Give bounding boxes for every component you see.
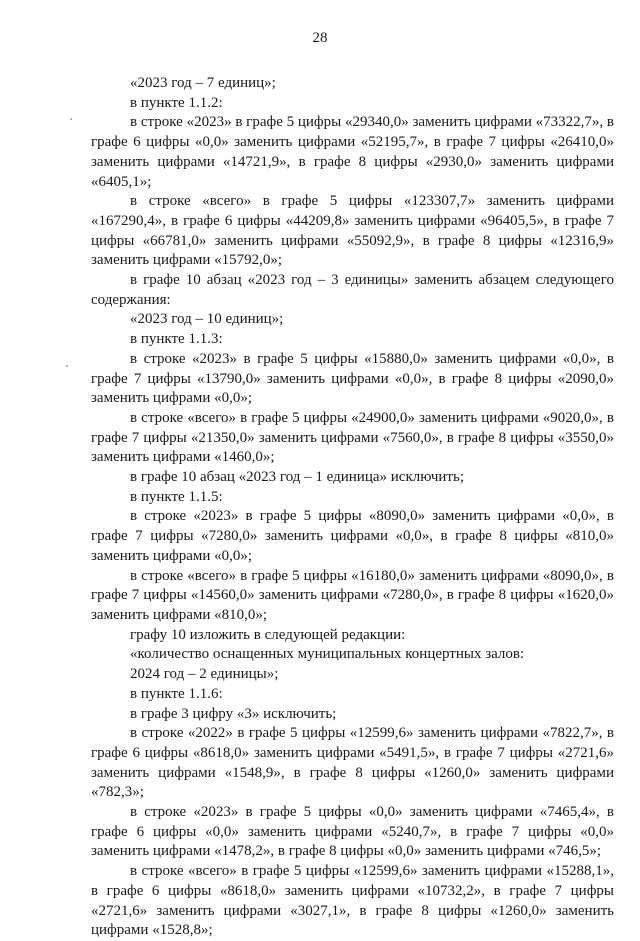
paragraph: «количество оснащенных муниципальных концертных залов: xyxy=(130,646,525,663)
paragraph: в строке «всего» в графе 5 цифры «12599,6» заменить цифрами «15288,1», в графе 6 цифры «8618,0» заменить цифрами «10732,2», в графе 7 цифры «2721,6» заменить цифрами «3027,1», в графе 8 цифры «1260,0» заменить цифрами «1528,8»; xyxy=(91,863,614,939)
paragraph: в пункте 1.1.6: xyxy=(130,685,223,702)
paragraph: в пункте 1.1.5: xyxy=(130,488,223,505)
paragraph: в строке «2023» в графе 5 цифры «15880,0» заменить цифрами «0,0», в графе 7 цифры «13790,0» заменить цифрами «0,0», в графе 8 цифры «2090,0» заменить цифрами «0,0»; xyxy=(91,350,614,407)
paragraph: в строке «2023» в графе 5 цифры «29340,0» заменить цифрами «73322,7», в графе 6 цифры «0,0» заменить цифрами «52195,7», в графе 7 цифры «26410,0» заменить цифрами «14721,9», в графе 8 цифры «2930,0» заменить цифрами «6405,1»; xyxy=(91,114,614,190)
paragraph: 2024 год – 2 единицы»; xyxy=(130,666,279,683)
paragraph: в строке «2023» в графе 5 цифры «0,0» заменить цифрами «7465,4», в графе 6 цифры «0,0» заменить цифрами «5240,7», в графе 7 цифры «0,0» заменить цифрами «1478,2», в графе 8 цифры «0,0» заменить цифрами «746,5»; xyxy=(91,804,614,860)
paragraph: «2023 год – 10 единиц»; xyxy=(130,311,284,328)
paragraph: в графе 3 цифру «3» исключить; xyxy=(130,705,337,722)
paragraph: в строке «всего» в графе 5 цифры «123307,7» заменить цифрами «167290,4», в графе 6 цифры «44209,8» заменить цифрами «96405,5», в графе 7 цифры «66781,0» заменить цифрами «55092,9», в графе 8 цифры «12316,9» заменить цифрами «15792,0»; xyxy=(91,193,614,269)
paragraph: в строке «2023» в графе 5 цифры «8090,0» заменить цифрами «0,0», в графе 7 цифры «7280,0» заменить цифрами «0,0», в графе 8 цифры «810,0» заменить цифрами «0,0»; xyxy=(91,508,614,564)
scan-speck xyxy=(66,365,68,367)
page-number: 28 xyxy=(312,30,328,46)
paragraph: в графе 10 абзац «2023 год – 3 единицы» заменить абзацем следующего содержания: xyxy=(91,272,614,308)
document-body xyxy=(91,74,614,941)
scan-speck xyxy=(70,118,72,120)
paragraph: в строке «всего» в графе 5 цифры «24900,0» заменить цифрами «9020,0», в графе 7 цифры «21350,0» заменить цифрами «7560,0», в графе 8 цифры «3550,0» заменить цифрами «1460,0»; xyxy=(91,409,614,466)
paragraph: в пункте 1.1.2: xyxy=(130,94,223,111)
paragraph: графу 10 изложить в следующей редакции: xyxy=(130,626,406,643)
paragraph: в пункте 1.1.3: xyxy=(130,331,223,348)
paragraph: в строке «всего» в графе 5 цифры «16180,0» заменить цифрами «8090,0», в графе 7 цифры «14560,0» заменить цифрами «7280,0», в графе 8 цифры «1620,0» заменить цифрами «810,0»; xyxy=(91,567,614,623)
paragraph: «2023 год – 7 единиц»; xyxy=(130,75,276,91)
paragraph: в строке «2022» в графе 5 цифры «12599,6» заменить цифрами «7822,7», в графе 6 цифры «8618,0» заменить цифрами «5491,5», в графе 7 цифры «2721,6» заменить цифрами «1548,9», в графе 8 цифры «1260,0» заменить цифрами «782,3»; xyxy=(91,725,614,801)
paragraph: в графе 10 абзац «2023 год – 1 единица» исключить; xyxy=(130,469,464,486)
